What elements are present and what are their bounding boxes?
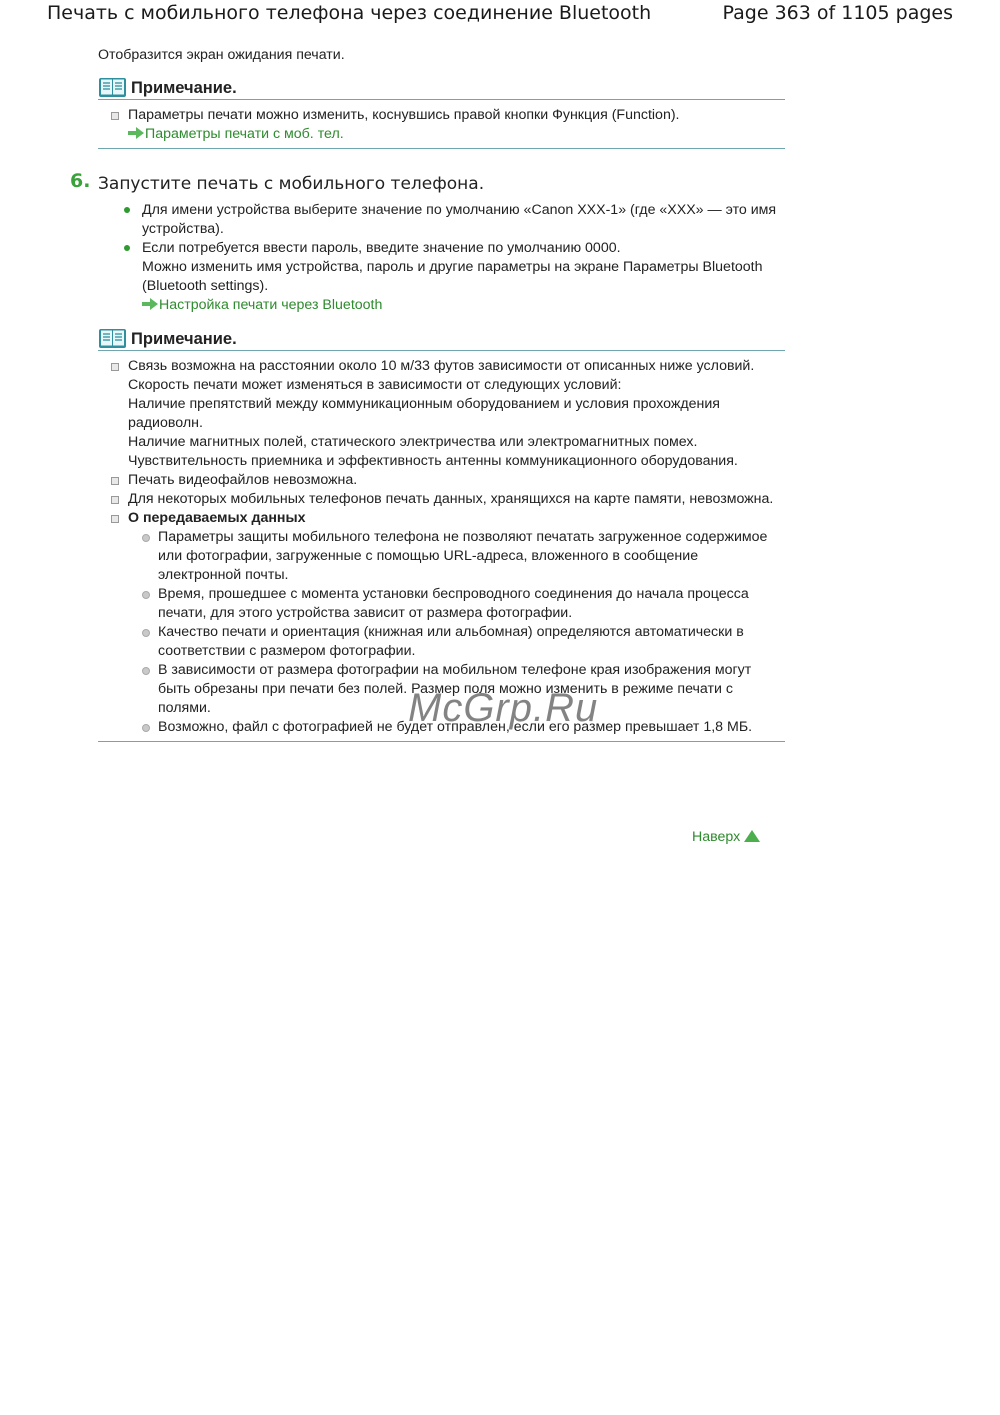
note-title: Примечание. <box>131 330 237 348</box>
link-label: Параметры печати с моб. тел. <box>145 126 344 142</box>
note-line: Чувствительность приемника и эффективность антенны коммуникационного оборудования. <box>128 453 738 469</box>
book-icon <box>98 327 127 349</box>
note-line: Наличие препятствий между коммуникационным оборудованием и условия прохождения радиоволн. <box>128 396 720 431</box>
note-line: Наличие магнитных полей, статического электричества или электромагнитных помех. <box>128 434 698 450</box>
list-item <box>98 239 785 315</box>
back-to-top-link[interactable] <box>692 829 760 845</box>
list-item <box>98 357 785 471</box>
note-header <box>98 76 785 100</box>
bullet-text: Если потребуется ввести пароль, введите значение по умолчанию 0000. <box>142 240 621 256</box>
list-item: Печать видеофайлов невозможна. <box>98 471 785 490</box>
intro-text: Отобразится экран ожидания печати. <box>98 47 345 63</box>
note-list <box>98 357 785 737</box>
main-content <box>70 46 785 742</box>
step-bullets <box>98 201 785 315</box>
book-icon <box>98 76 127 98</box>
note-header <box>98 327 785 351</box>
list-item: Параметры защиты мобильного телефона не позволяют печатать загруженное содержимое или фотографии, загруженные с помощью URL-адреса, вложенного в сообщение электронной почты. <box>128 528 785 585</box>
list-item: В зависимости от размера фотографии на мобильном телефоне края изображения могут быть обрезаны при печати без полей. Размер поля можно изменить в режиме печати с полями. <box>128 661 785 718</box>
link-label: Настройка печати через Bluetooth <box>159 297 383 313</box>
page-counter: Page 363 of 1105 pages <box>722 2 953 24</box>
link-label: Наверх <box>692 829 741 845</box>
step-6 <box>70 170 785 315</box>
note-title: Примечание. <box>131 79 237 97</box>
watermark: McGrp.Ru <box>408 686 599 730</box>
up-triangle-icon <box>744 830 760 842</box>
step-number: 6. <box>70 170 91 192</box>
note-line: Связь возможна на расстоянии около 10 м/33 футов зависимости от описанных ниже условий. Скорость печати может изменяться в зависимости от следующих условий: <box>128 358 755 393</box>
list-item <box>98 106 785 144</box>
list-item: Качество печати и ориентация (книжная или альбомная) определяются автоматически в соответствии с размером фотографии. <box>128 623 785 661</box>
list-item: Для некоторых мобильных телефонов печать данных, хранящихся на карте памяти, невозможна. <box>98 490 785 509</box>
list-item: Время, прошедшее с момента установки беспроводного соединения до начала процесса печати, для этого устройства зависит от размера фотографии. <box>128 585 785 623</box>
note-item-text: Параметры печати можно изменить, коснувшись правой кнопки Функция (Function). <box>128 107 680 123</box>
document-title: Печать с мобильного телефона через соединение Bluetooth <box>47 2 652 24</box>
bullet-continuation: Можно изменить имя устройства, пароль и другие параметры на экране Параметры Bluetooth (Bluetooth settings). <box>142 259 763 294</box>
bluetooth-settings-link[interactable] <box>142 297 382 313</box>
subsection-title: О передаваемых данных <box>128 510 306 526</box>
arrow-right-icon <box>128 127 144 139</box>
list-item: Для имени устройства выберите значение по умолчанию «Canon XXX-1» (где «XXX» — это имя устройства). <box>98 201 785 239</box>
note-list <box>98 106 785 144</box>
arrow-right-icon <box>142 298 158 310</box>
step-title: Запустите печать с мобильного телефона. <box>98 174 485 194</box>
page-header <box>0 0 1000 30</box>
print-settings-link[interactable] <box>128 126 344 142</box>
note-box-2 <box>98 327 785 742</box>
list-item: Возможно, файл с фотографией не будет отправлен, если его размер превышает 1,8 МБ. <box>128 718 785 737</box>
note-box-1 <box>98 76 785 149</box>
